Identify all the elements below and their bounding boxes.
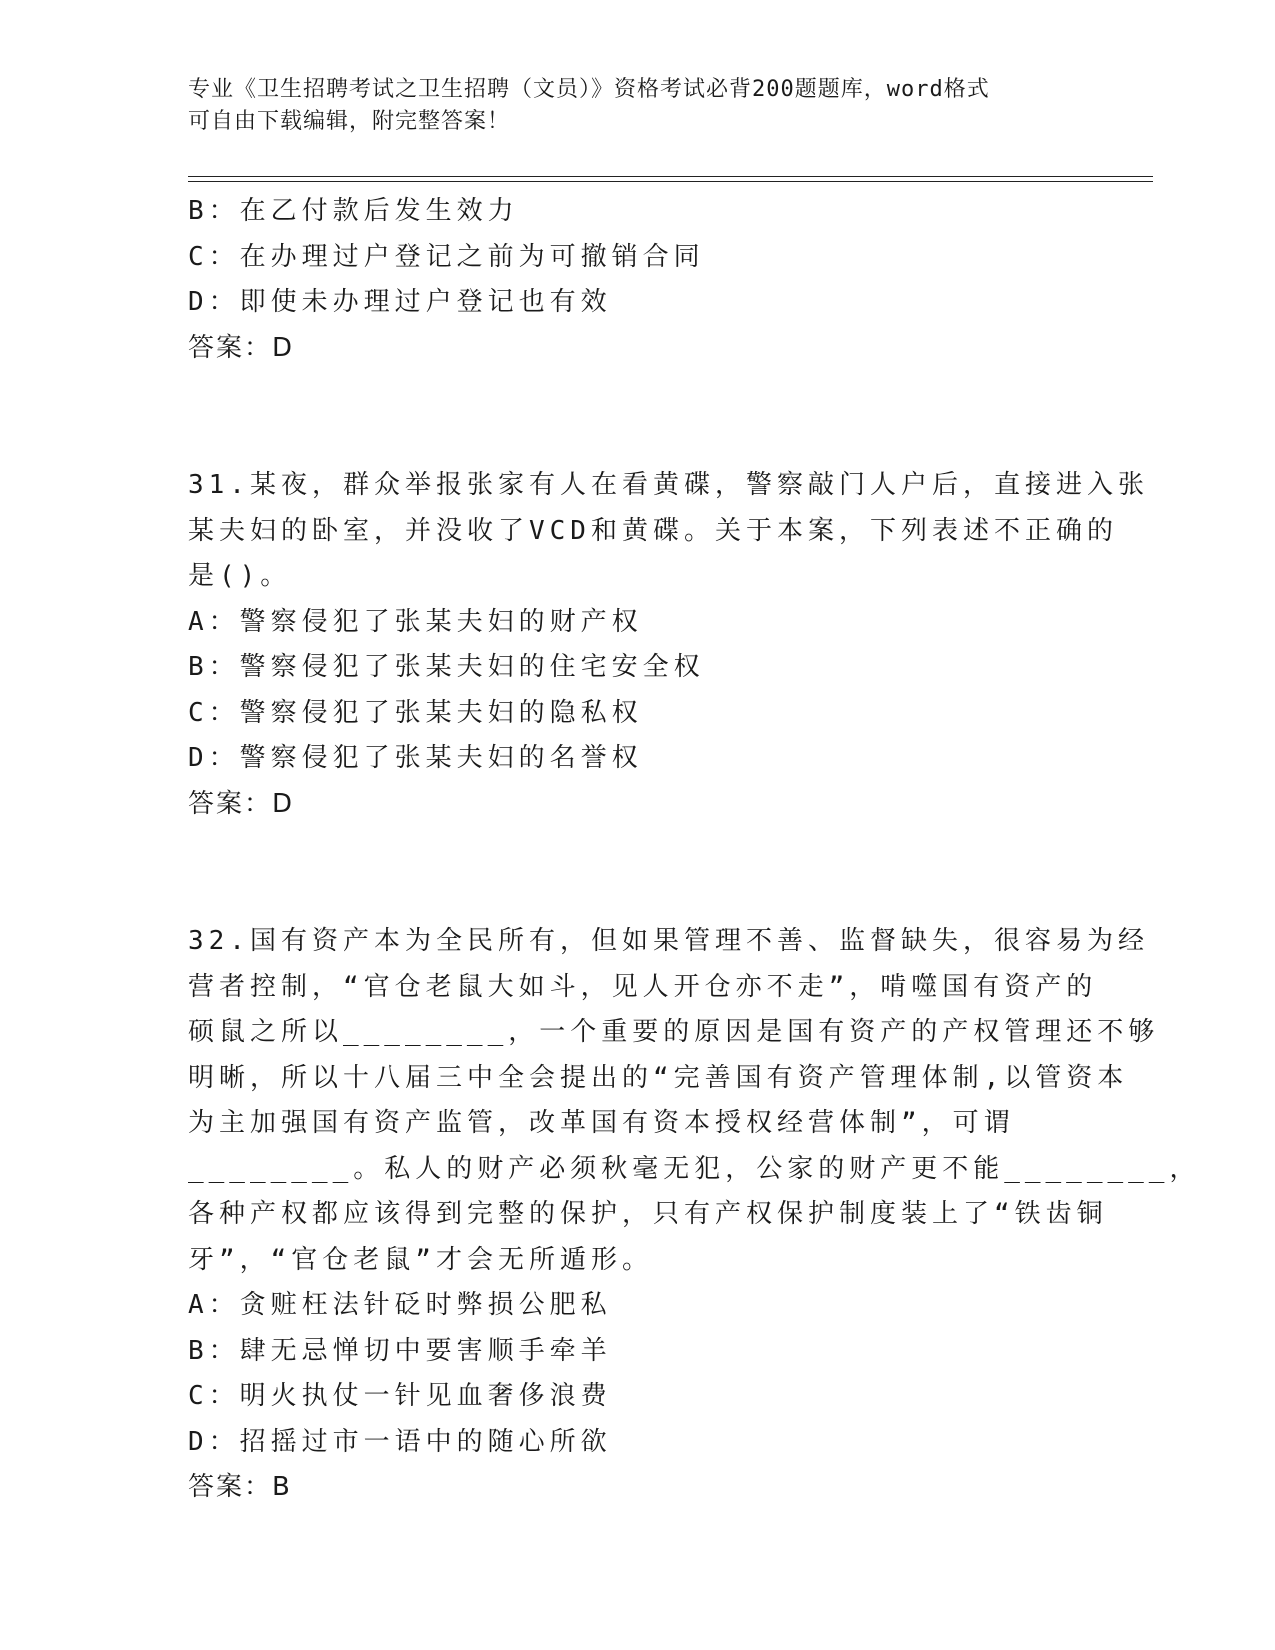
question-stem-line: 牙”，“官仓老鼠”才会无所遁形。 [188,1244,653,1275]
question-stem-line: 营者控制，“官仓老鼠大如斗，见人开仓亦不走”，啃噬国有资产的 [188,971,1098,1002]
option-d: D：招摇过市一语中的随心所欲 [188,1426,612,1457]
option-c: C：警察侵犯了张某夫妇的隐私权 [188,697,643,728]
header-rule-top [188,176,1153,177]
question-31 [188,463,1149,827]
question-30-tail [188,189,1088,371]
header-rule-bottom [188,181,1153,182]
option-b: B：肆无忌惮切中要害顺手牵羊 [188,1335,612,1366]
question-stem-line: ________。私人的财产必须秋毫无犯，公家的财产更不能________， [188,1153,1201,1184]
option-b: B：在乙付款后发生效力 [188,196,519,226]
question-stem-line: 硕鼠之所以________，一个重要的原因是国有资产的产权管理还不够 [188,1017,1160,1047]
question-content [188,189,1201,1511]
option-b: B：警察侵犯了张某夫妇的住宅安全权 [188,652,705,682]
option-d: D：警察侵犯了张某夫妇的名誉权 [188,743,643,773]
document-header [188,74,1088,138]
header-line-2: 可自由下载编辑，附完整答案！ [188,109,511,134]
answer-line: 答案：B [188,1472,292,1502]
spacer [188,827,1088,919]
question-32 [188,919,1201,1511]
question-stem-line: 为主加强国有资产监管，改革国有资本授权经营体制”，可谓 [188,1108,1015,1138]
option-a: A：贪赃枉法针砭时弊损公肥私 [188,1290,612,1320]
option-a: A：警察侵犯了张某夫妇的财产权 [188,606,643,637]
question-stem-line: 31.某夜，群众举报张家有人在看黄碟，警察敲门人户后，直接进入张 [188,470,1149,500]
spacer [188,371,1088,463]
question-stem-line: 明晰，所以十八届三中全会提出的“完善国有资产管理体制,以管资本 [188,1062,1129,1093]
option-d: D：即使未办理过户登记也有效 [188,287,612,317]
question-stem-line: 某夫妇的卧室，并没收了VCD和黄碟。关于本案，下列表述不正确的 [188,515,1118,546]
answer-line: 答案：D [188,788,295,819]
question-stem-line: 32.国有资产本为全民所有，但如果管理不善、监督缺失，很容易为经 [188,926,1149,956]
option-c: C：在办理过户登记之前为可撤销合同 [188,241,705,272]
header-line-1: 专业《卫生招聘考试之卫生招聘（文员）》资格考试必背200题题库，word格式 [188,77,990,102]
answer-line: 答案：D [188,332,295,363]
question-stem-line: 是()。 [188,561,292,591]
option-c: C：明火执仗一针见血奢侈浪费 [188,1381,612,1411]
question-stem-line: 各种产权都应该得到完整的保护，只有产权保护制度装上了“铁齿铜 [188,1199,1108,1229]
